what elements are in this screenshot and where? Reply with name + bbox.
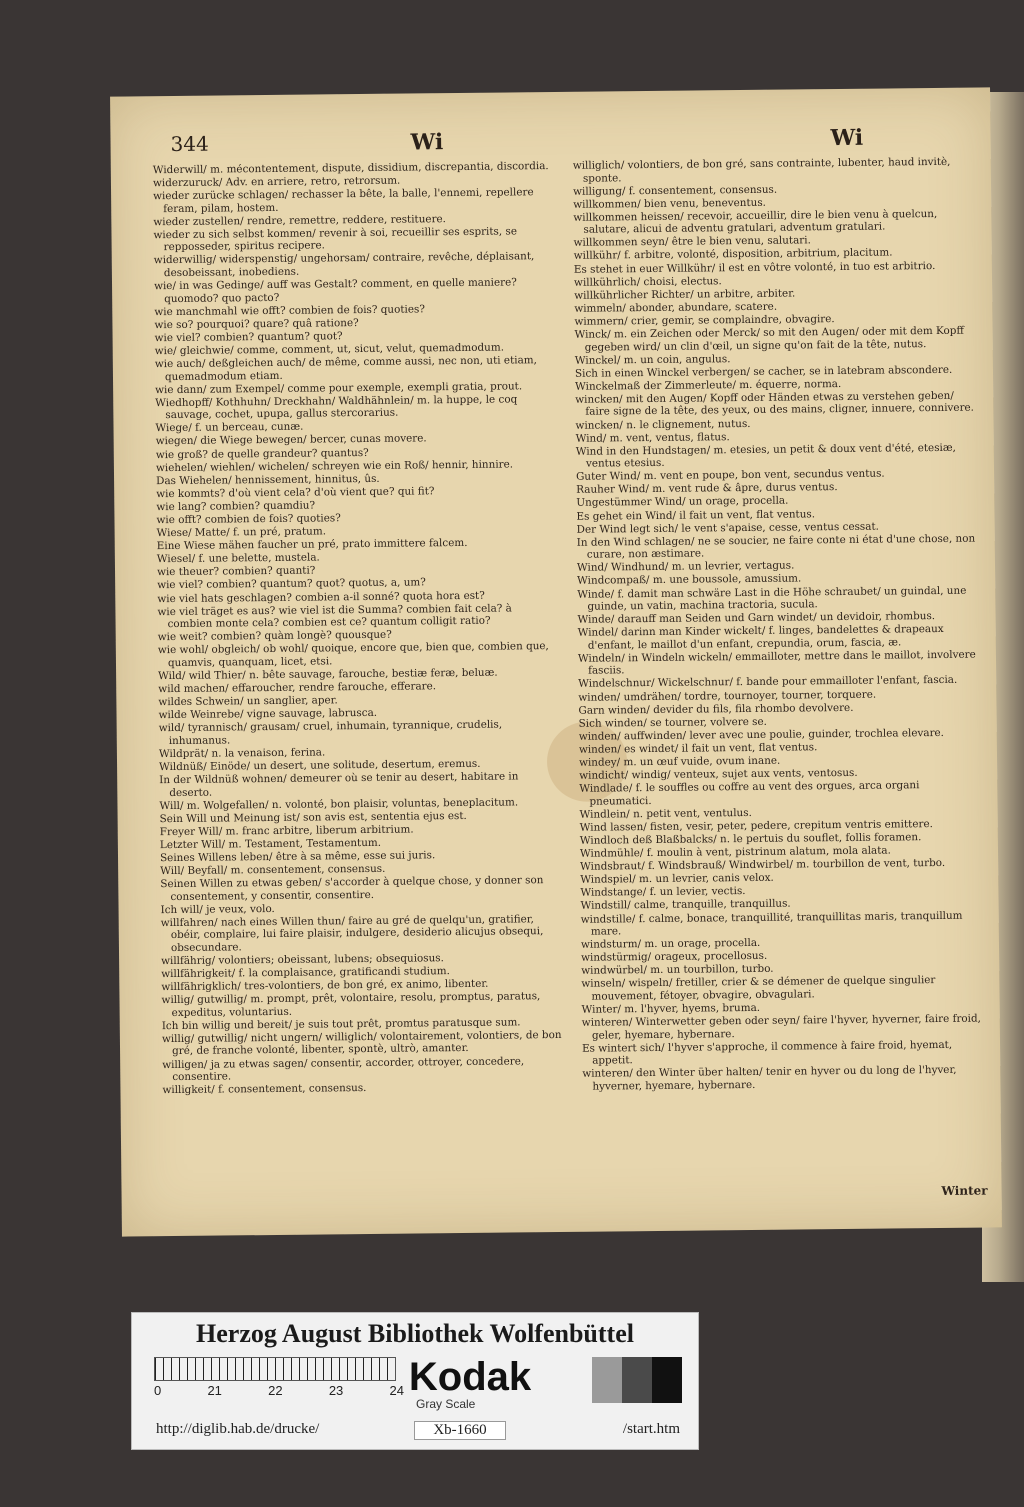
dictionary-entry: Freyer Will/ m. franc arbitre, liberum arbitrium. [159, 823, 414, 839]
ruler-label: 22 [268, 1383, 283, 1398]
dictionary-entry: willigen/ ja zu etwas sagen/ consentir, accorder, ottroyer, concedere, consentire. [162, 1054, 525, 1084]
dictionary-entry: willfahren/ nach eines Willen thun/ faire au gré de quelqu'un, gratifier, obéir, complaire, lui faire plaisir, indulgere, desiderio alicujus obsequi, obsecundare. [160, 913, 544, 954]
dictionary-entry: Winckelmaß der Zimmerleute/ m. équerre, norma. [575, 377, 842, 393]
dictionary-entry: williglich/ volontiers, de bon gré, sans contrainte, lubenter, haud invitè, sponte. [572, 155, 951, 185]
ruler-scale [154, 1357, 396, 1381]
dictionary-entry: Windcompaß/ m. une boussole, amussium. [577, 572, 802, 588]
dictionary-entry: wie groß? de quelle grandeur? quantus? [155, 446, 369, 461]
dictionary-entry: winteren/ den Winter über halten/ tenir en hyver ou du long de l'hyver, hyverner, hyemare, hybernare. [582, 1064, 957, 1093]
dictionary-entry: Wildnüß/ Einöde/ un desert, une solitude, desertum, eremus. [159, 757, 481, 774]
dictionary-entry: Wind in den Hundstagen/ m. etesies, un petit & doux vent d'été, etesiæ, ventus etesius. [575, 441, 956, 470]
dictionary-entry: Winter/ m. l'hyver, hyems, bruma. [581, 1001, 761, 1016]
dictionary-entry: wie offt? combien de fois? quoties? [156, 512, 341, 527]
dictionary-entry: willigung/ f. consentement, consensus. [573, 183, 778, 198]
dictionary-entry: windstille/ f. calme, bonace, tranquillité, tranquillitas maris, tranquillum mare. [580, 909, 963, 938]
catchword: Winter [941, 1183, 988, 1198]
dictionary-entry: Windspiel/ m. un levrier, canis velox. [580, 871, 774, 886]
kodak-logo: Kodak [408, 1355, 532, 1399]
dictionary-entry: willfährig/ volontiers; obeissant, lubens; obsequiosus. [161, 952, 444, 968]
dictionary-entry: Guter Wind/ m. vent en poupe, bon vent, secundus ventus. [576, 467, 885, 484]
dictionary-entry: Windlade/ f. le souffles ou coffre au vent des orgues, arca organi pneumatici. [579, 779, 920, 808]
target-footer [132, 1421, 698, 1441]
dictionary-entry: willig/ gutwillig/ m. prompt, prêt, volontaire, resolu, promptus, paratus, expeditus, voluntarius. [161, 990, 541, 1019]
gray-scale-label: Gray Scale [416, 1397, 476, 1411]
dictionary-entry: Wiege/ f. un berceau, cunæ. [155, 420, 304, 435]
dictionary-entry: Sein Will und Meinung ist/ son avis est, sententia ejus est. [159, 809, 467, 825]
dictionary-entry: wie dann/ zum Exempel/ comme pour exemple, exempli gratia, prout. [155, 379, 523, 396]
dictionary-entry: wiehelen/ wiehlen/ wichelen/ schreyen wie ein Roß/ hennir, hinnire. [155, 458, 514, 474]
dictionary-entry: wie weit? combien? quàm longè? quousque? [157, 628, 392, 644]
dictionary-entry: wimmeln/ abonder, abundare, scatere. [574, 300, 778, 315]
dictionary-entry: wimmern/ crier, gemir, se complaindre, obvagire. [574, 313, 835, 328]
dictionary-entry: wie viel? combien? quantum? quot? [154, 330, 343, 345]
dictionary-entry: Windelschnur/ Wickelschnur/ f. bande pour emmailloter l'enfant, fascia. [578, 674, 958, 691]
dictionary-entry: widerwillig/ widerspenstig/ ungehorsam/ contraire, revêche, déplaisant, desobeissant, inobediens. [153, 250, 535, 280]
dictionary-entry: wie lang? combien? quamdiu? [156, 499, 316, 514]
dictionary-entry: Windsbraut/ f. Windsbrauß/ Windwirbel/ m. tourbillon de vent, turbo. [580, 857, 946, 873]
dictionary-entry: In den Wind schlagen/ ne se soucier, ne faire conte ni état d'une chose, non curare, non æstimare. [576, 532, 976, 561]
dictionary-entry: willkommen/ bien venu, beneventus. [573, 196, 767, 211]
dictionary-entry: wieder zurücke schlagen/ rechasser la bête, la balle, l'ennemi, repellere feram, pilam, hostem. [153, 186, 534, 215]
dictionary-entry: willkührlich/ choisi, electus. [573, 274, 722, 289]
dictionary-entry: willkühr/ f. arbitre, volonté, disposition, arbitrium, placitum. [573, 246, 893, 263]
page-number: 344 [170, 131, 209, 157]
dictionary-entry: winteren/ Winterwetter geben oder seyn/ faire l'hyver, hyverner, faire froid, geler, hyemare, hybernare. [581, 1012, 981, 1042]
dictionary-entry: Ungestümmer Wind/ un orage, procella. [576, 495, 789, 510]
dictionary-entry: wie wohl/ obgleich/ ob wohl/ quoique, encore que, bien que, combien que, quamvis, quanquam, licet, etsi. [157, 640, 549, 669]
dictionary-entry: Ich bin willig und bereit/ je suis tout prêt, promtus paratusque sum. [161, 1016, 521, 1033]
dictionary-entry: windicht/ windig/ venteux, sujet aux vents, ventosus. [579, 766, 858, 782]
dictionary-entry: wie kommts? d'où vient cela? d'où vient que? qui fit? [156, 485, 435, 500]
url-suffix: /start.htm [622, 1421, 680, 1437]
book-page [110, 87, 1002, 1236]
dictionary-entry: Ich will/ je veux, volo. [160, 902, 275, 916]
dictionary-entry: Wild/ wild Thier/ n. bête sauvage, farouche, bestiæ feræ, beluæ. [158, 666, 498, 683]
dictionary-entry: Seinen Willen zu etwas geben/ s'accorder à quelque chose, y donner son consentement, y consentir, consentire. [160, 874, 544, 903]
dictionary-entry: wie manchmahl wie offt? combien de fois? quoties? [154, 303, 425, 318]
ruler-label: 23 [328, 1383, 344, 1398]
dictionary-entry: willfährigkeit/ f. la complaisance, gratificandi studium. [161, 965, 450, 981]
dictionary-entry: wild/ tyrannisch/ grausam/ cruel, inhumain, tyrannique, crudelis, inhumanus. [158, 718, 503, 747]
dictionary-entry: winden/ umdrähen/ tordre, tournoyer, tourner, torquere. [578, 688, 877, 704]
dictionary-entry: Wiedhopff/ Kothhuhn/ Dreckhahn/ Waldhähnlein/ m. la huppe, le coq sauvage, cochet, upupa, gallus stercorarius. [155, 393, 518, 422]
running-head-left: Wi [410, 129, 444, 156]
gray-swatch-light [592, 1357, 622, 1403]
left-column [153, 160, 563, 1097]
dictionary-entry: Will/ Beyfall/ m. consentement, consensus. [160, 862, 386, 878]
dictionary-entry: Windeln/ in Windeln wickeln/ emmailloter, mettre dans le maillot, involvere fasciis. [577, 648, 976, 677]
dictionary-entry: windstürmig/ orageux, procellosus. [581, 949, 768, 964]
dictionary-entry: wildes Schwein/ un sanglier, aper. [158, 694, 338, 709]
dictionary-entry: windsturm/ m. un orage, procella. [580, 936, 761, 951]
dictionary-entry: windwürbel/ m. un tourbillon, turbo. [581, 963, 774, 978]
dictionary-entry: Wiese/ Matte/ f. un pré, pratum. [156, 525, 327, 540]
dictionary-entry: wild machen/ effaroucher, rendre farouche, efferare. [158, 680, 437, 696]
dictionary-entry: Wind/ m. vent, ventus, flatus. [575, 430, 730, 445]
dictionary-entry: Es stehet in euer Willkühr/ il est en vôtre volonté, in tuo est arbitrio. [573, 259, 936, 276]
dictionary-entry: wie viel träget es aus? wie viel ist die Summa? combien fait cela? à combien monte cela? combien est ce? quantum colligit ratio? [157, 602, 512, 631]
dictionary-entry: Wind/ Windhund/ m. un levrier, vertagus. [576, 559, 795, 575]
dictionary-entry: Winckel/ m. un coin, angulus. [574, 352, 731, 367]
library-title: Herzog August Bibliothek Wolfenbüttel [196, 1319, 634, 1348]
shelfmark: Xb-1660 [414, 1421, 506, 1440]
digital-library-url: http://diglib.hab.de/drucke/ [156, 1421, 320, 1437]
dictionary-entry: winden/ auffwinden/ lever avec une poulie, guinder, trochlea elevare. [578, 726, 945, 743]
dictionary-entry: Winde/ darauff man Seiden und Garn windet/ un devidoir, rhombus. [577, 610, 936, 626]
dictionary-entry: willig/ gutwillig/ nicht ungern/ williglich/ volontairement, volontiers, de bon gré, de franche volonté, libenter, spontè, ultrò, amanter. [161, 1028, 562, 1058]
dictionary-entry: willkommen heissen/ recevoir, accueillir, dire le bien venu à quelcun, salutare, alicui de adventu gratulari, adventum gratulari. [573, 207, 938, 236]
dictionary-entry: Winck/ m. ein Zeichen oder Merck/ so mit den Augen/ oder mit dem Kopff gegeben wird/ un clin d'œil, un signe qu'on fait de la tête, nutus. [574, 324, 964, 354]
dictionary-entry: wie/ in was Gedinge/ auff was Gestalt? comment, en quelle maniere? quomodo? quo pacto? [153, 276, 517, 305]
dictionary-entry: windey/ m. un œuf vuide, ovum inane. [578, 754, 781, 769]
dictionary-entry: Es wintert sich/ l'hyver s'approche, il commence à faire froid, hyemat, appetit. [581, 1038, 953, 1067]
dictionary-entry: Widerwill/ m. mécontentement, dispute, dissidium, discrepantia, discordia. [152, 160, 549, 177]
dictionary-entry: Wind lassen/ fisten, vesir, peter, pedere, crepitum ventris emittere. [579, 817, 933, 834]
dictionary-entry: Seines Willens leben/ être à sa même, esse sui juris. [159, 849, 436, 865]
running-head-right: Wi [830, 124, 864, 152]
dictionary-entry: Windlein/ n. petit vent, ventulus. [579, 806, 752, 821]
dictionary-entry: Winde/ f. damit man schwäre Last in die Höhe schraubet/ un guindal, une guinde, un vatin, machina tractoria, sucula. [577, 584, 967, 613]
dictionary-entry: willigkeit/ f. consentement, consensus. [162, 1082, 367, 1097]
dictionary-entry: In der Wildnüß wohnen/ demeurer où se tenir au desert, habitare in deserto. [159, 770, 519, 799]
dictionary-entry: Es gehet ein Wind/ il fait un vent, flat ventus. [576, 507, 816, 523]
dictionary-entry: Sich in einen Winckel verbergen/ se cacher, se in latebram abscondere. [574, 363, 953, 380]
dictionary-entry: wilde Weinrebe/ vigne sauvage, labrusca. [158, 707, 378, 722]
dictionary-entry: Rauher Wind/ m. vent rude & âpre, durus ventus. [576, 481, 838, 497]
gray-swatch-mid [622, 1357, 652, 1403]
dictionary-entry: Letzter Will/ m. Testament, Testamentum. [159, 836, 382, 852]
dictionary-entry: wie viel hats geschlagen? combien a-il sonné? quota hora est? [157, 589, 485, 605]
dictionary-entry: wieder zustellen/ rendre, remettre, reddere, restituere. [153, 212, 447, 228]
dictionary-entry: wie so? pourquoi? quare? quâ ratione? [154, 316, 359, 331]
dictionary-entry: winden/ es windet/ il fait un vent, flat ventus. [578, 741, 818, 756]
dictionary-entry: widerzuruck/ Adv. en arriere, retro, retrorsum. [152, 174, 401, 190]
dictionary-entry: wincken/ n. le clignement, nutus. [575, 417, 751, 432]
dictionary-entry: wiegen/ die Wiege bewegen/ bercer, cunas movere. [155, 432, 427, 448]
kodak-color-target [131, 1312, 699, 1450]
dictionary-entry: winseln/ wispeln/ fretiller, crier & se démener de quelque singulier mouvement, fétoyer, obvagire, obvagulari. [581, 974, 936, 1003]
dictionary-entry: wincken/ mit den Augen/ Kopff oder Händen etwas zu verstehen geben/ faire signe de la tête, des yeux, ou des mains, cligner, innuere, connivere. [575, 389, 975, 419]
dictionary-entry: willkommen seyn/ être le bien venu, salutari. [573, 234, 811, 250]
dictionary-entry: Das Wiehelen/ hennissement, hinnitus, ûs. [156, 472, 380, 487]
dictionary-entry: Wildprät/ n. la venaison, ferina. [158, 746, 326, 761]
dictionary-entry: willkührlicher Richter/ un arbitre, arbiter. [574, 287, 796, 302]
dictionary-entry: wie viel? combien? quantum? quot? quotus, a, um? [157, 576, 426, 592]
dictionary-entry: Der Wind legt sich/ le vent s'apaise, cesse, ventus cessat. [576, 520, 879, 536]
gray-swatch-dark [652, 1357, 682, 1403]
ruler-labels [154, 1383, 404, 1398]
dictionary-entry: Windstange/ f. un levier, vectis. [580, 885, 746, 900]
dictionary-entry: Sich winden/ se tourner, volvere se. [578, 715, 767, 730]
dictionary-entry: wie auch/ deßgleichen auch/ de même, comme aussi, nec non, uti etiam, quemadmodum etiam. [154, 354, 537, 383]
dictionary-entry: Will/ m. Wolgefallen/ n. volonté, bon plaisir, voluntas, beneplacitum. [159, 796, 519, 812]
dictionary-entry: wieder zu sich selbst kommen/ revenir à soi, recueillir ses esprits, se repposseder, spiritus recipere. [153, 225, 518, 254]
dictionary-entry: Wiesel/ f. une belette, mustela. [156, 551, 320, 566]
dictionary-entry: Windloch deß Blaßbalcks/ n. le pertuis du souflet, follis foramen. [579, 831, 922, 847]
right-column [573, 156, 983, 1094]
dictionary-entry: wie/ gleichwie/ comme, comment, ut, sicut, velut, quemadmodum. [154, 341, 505, 358]
ruler-label: 21 [207, 1383, 222, 1398]
dictionary-entry: Windel/ darinn man Kinder wickelt/ f. linges, bandelettes & drapeaux d'enfant, le maillot d'un enfant, crepundia, orum, fascia, æ. [577, 623, 944, 652]
dictionary-entry: willfährigklich/ tres-volontiers, de bon gré, ex animo, libenter. [161, 977, 489, 994]
dictionary-entry: Garn winden/ devider du fils, fila rhombo devolvere. [578, 701, 854, 717]
dictionary-entry: Eine Wiese mähen faucher un pré, prato immittere falcem. [156, 537, 468, 553]
ruler-label: 0 [154, 1383, 162, 1398]
ruler-label: 24 [389, 1383, 404, 1398]
dictionary-entry: wie theuer? combien? quanti? [156, 564, 316, 579]
dictionary-entry: Windstill/ calme, tranquille, tranquillus. [580, 897, 791, 913]
dictionary-entry: Windmühle/ f. moulin à vent, pistrinum alatum, mola alata. [579, 844, 891, 860]
